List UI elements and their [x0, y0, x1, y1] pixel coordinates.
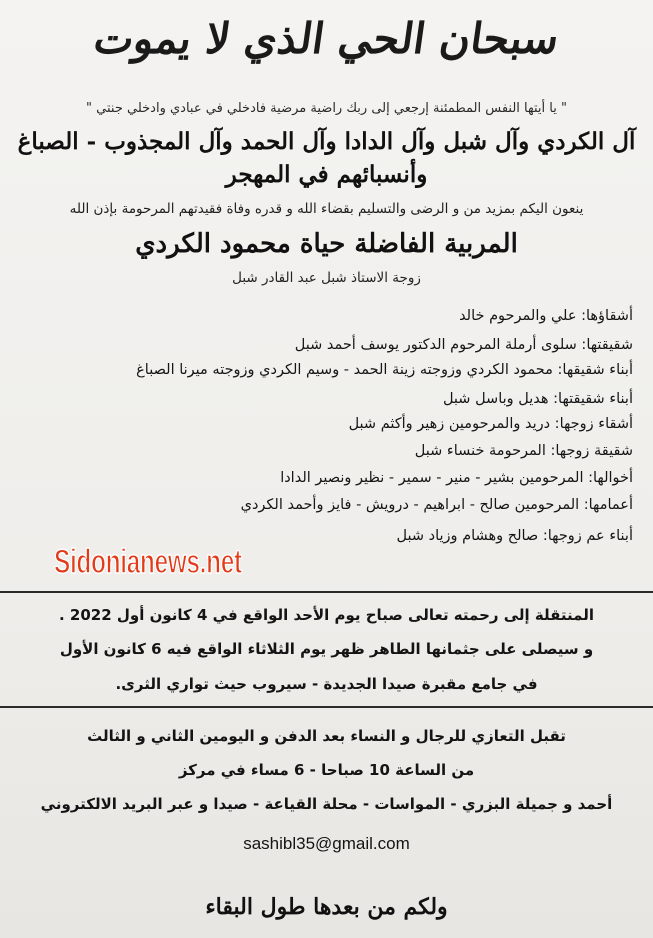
relatives-paternal-uncles: أعمامها: المرحومين صالح - ابراهيم - درويش - فايز وأحمد الكردي	[240, 497, 633, 513]
divider-bottom	[0, 706, 653, 708]
relatives-husband-sister: شقيقة زوجها: المرحومة خنساء شبل	[414, 443, 633, 459]
calligraphy-heading: سبحان الحي الذي لا يموت	[90, 14, 563, 63]
site-watermark: Sidonianews.net	[54, 543, 242, 581]
relatives-sister: شقيقتها: سلوى أرملة المرحوم الدكتور يوسف أحمد شبل	[294, 337, 633, 353]
relatives-maternal-uncles: أخوالها: المرحومين بشير - منير - سمير - نظير ونصير الدادا	[280, 470, 633, 486]
quran-verse: " يا أيتها النفس المطمئنة إرجعي إلى ربك راضية مرضية فادخلي في عبادي وادخلي جنتي "	[86, 101, 567, 116]
condolences-line-3: أحمد و جميلة البزري - المواسات - محلة القياعة - صيدا و عبر البريد الالكتروني	[40, 795, 613, 813]
deceased-spouse: زوجة الاستاذ شبل عبد القادر شبل	[232, 270, 421, 286]
condolences-email: sashibl35@gmail.com	[243, 834, 410, 853]
condolences-line-2: من الساعة 10 صباحا - 6 مساء في مركز	[178, 761, 475, 779]
condolences-line-1: تقبل التعازي للرجال و النساء بعد الدفن و اليومين الثاني و الثالث	[87, 727, 566, 745]
relatives-husband-brothers: أشقاء زوجها: دريد والمرحومين زهير وأكثم شبل	[348, 416, 633, 432]
funeral-line-2: و سيصلى على جثمانها الطاهر ظهر يوم الثلاثاء الواقع فيه 6 كانون الأول	[59, 640, 594, 658]
funeral-line-1: المنتقلة إلى رحمته تعالى صباح يوم الأحد الواقع في 4 كانون أول 2022 .	[58, 606, 595, 624]
relatives-sister-children: أبناء شقيقتها: هديل وباسل شبل	[442, 391, 633, 407]
relatives-list	[23, 305, 633, 548]
relatives-nephews: أبناء شقيقها: محمود الكردي وزوجته زينة الحمد - وسيم الكردي وزوجته ميرنا الصباغ	[136, 362, 633, 378]
closing-line: ولكم من بعدها طول البقاء	[205, 894, 448, 920]
families-line-1: آل الكردي وآل شبل وآل الدادا وآل الحمد وآل المجذوب - الصباغ	[17, 128, 636, 155]
families-line-2: وأنسبائهم في المهجر	[225, 161, 428, 188]
relatives-husband-cousins: أبناء عم زوجها: صالح وهشام وزياد شبل	[396, 528, 633, 544]
funeral-line-3: في جامع مقبرة صيدا الجديدة - سيروب حيث تواري الثرى.	[115, 675, 538, 693]
relatives-brothers: أشقاؤها: علي والمرحوم خالد	[459, 308, 633, 324]
divider-top	[0, 591, 653, 593]
announcement-intro: ينعون اليكم بمزيد من و الرضى والتسليم بقضاء الله و قدره وفاة فقيدتهم المرحومة بإذن الله	[69, 201, 584, 217]
deceased-name: المربية الفاضلة حياة محمود الكردي	[135, 229, 518, 259]
